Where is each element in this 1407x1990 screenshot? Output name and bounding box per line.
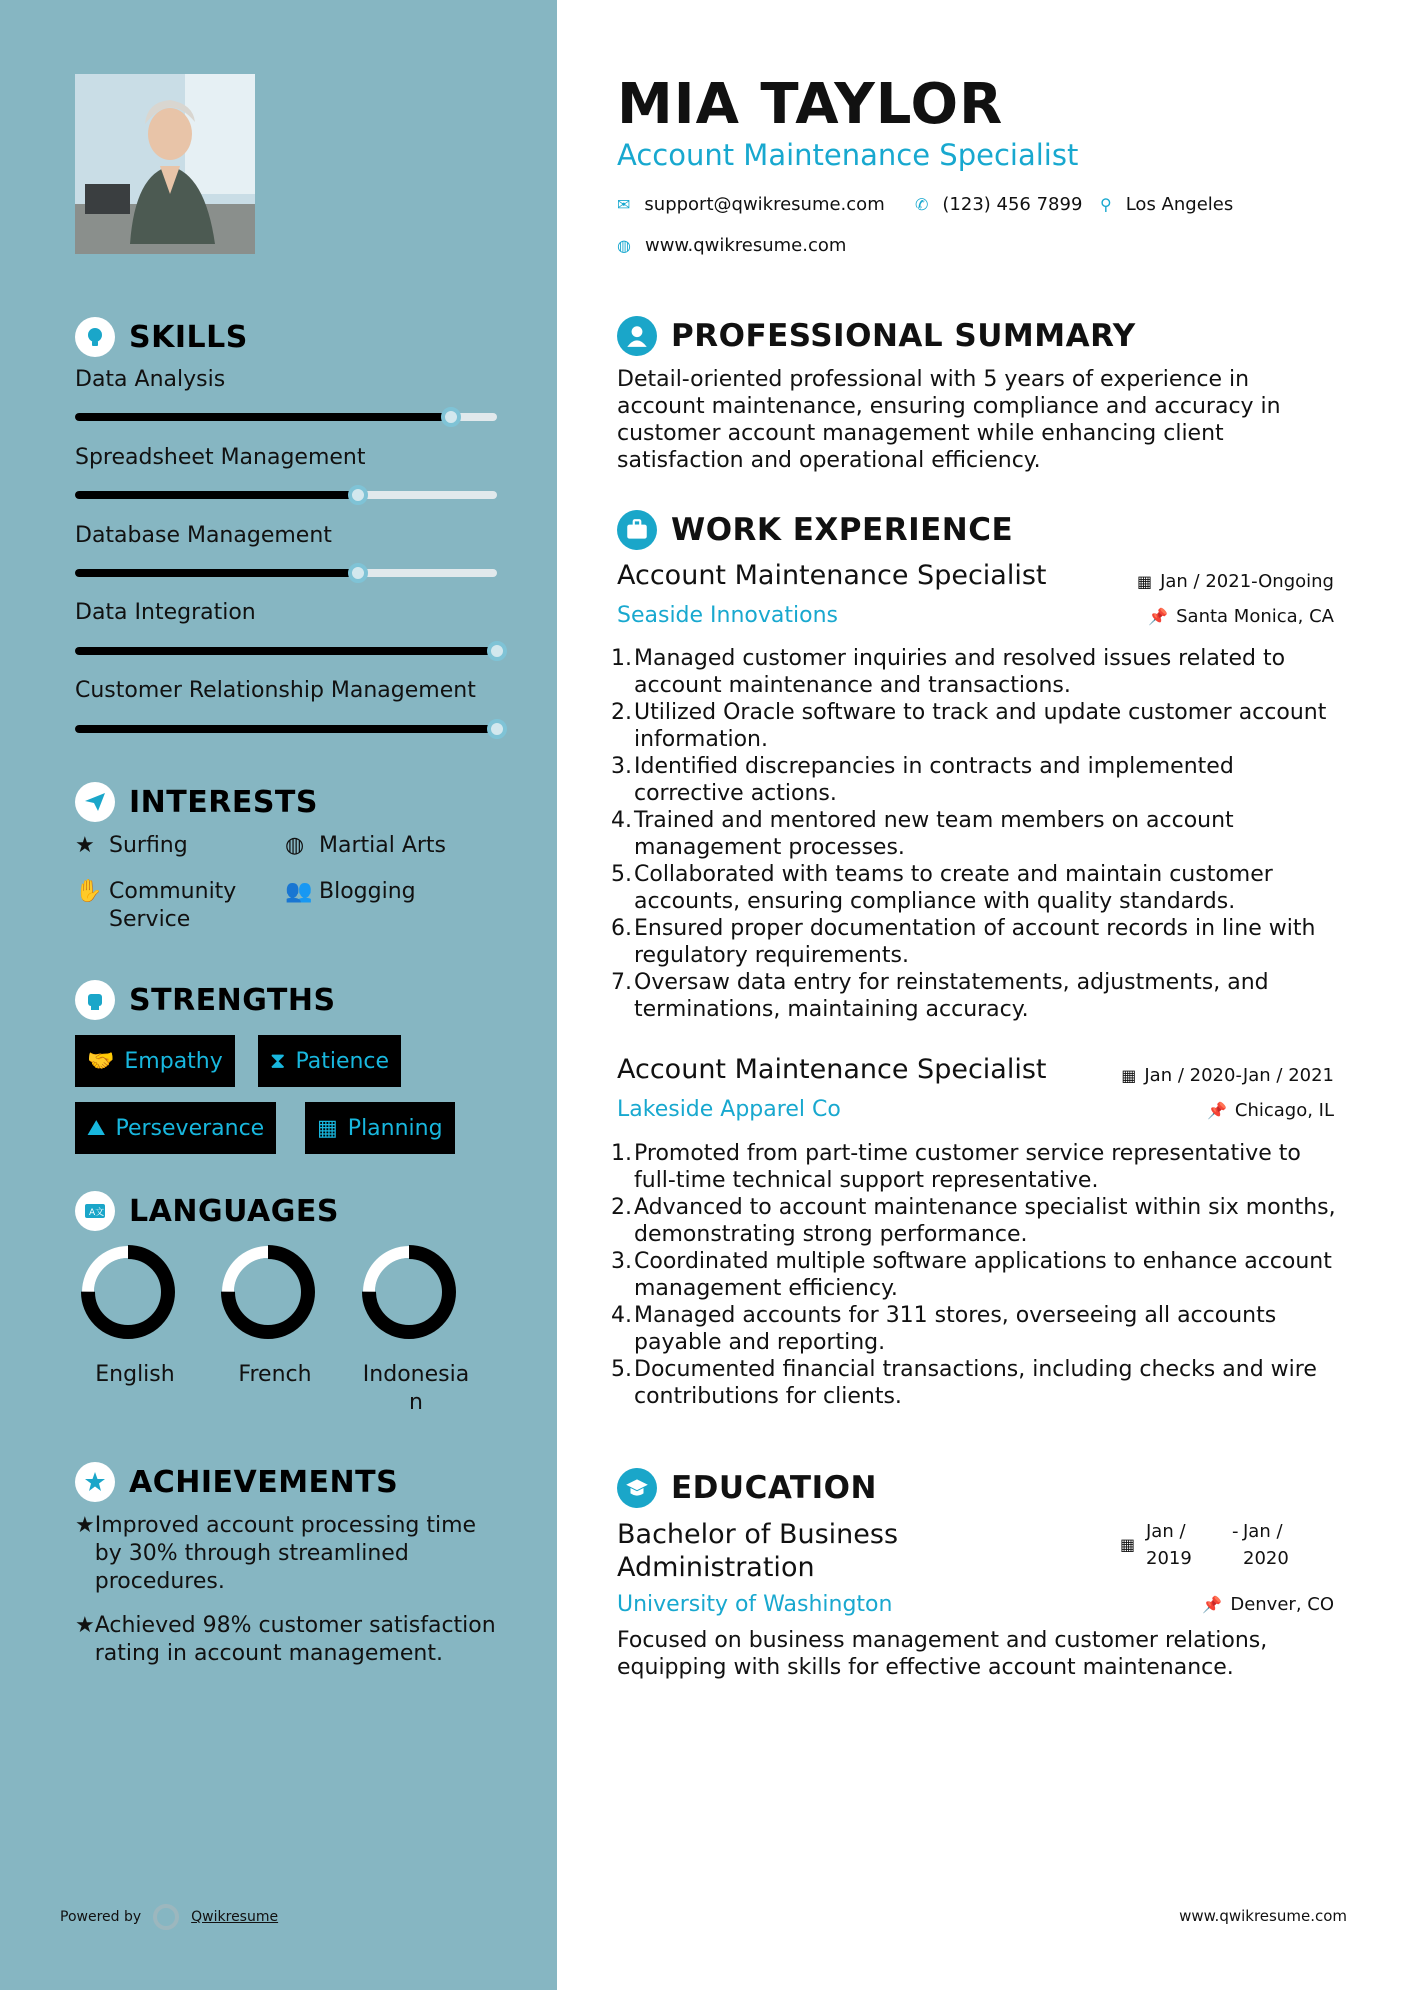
- pin-icon: 📌: [1202, 1595, 1223, 1614]
- job-location-text: Santa Monica, CA: [1176, 606, 1334, 627]
- hand-icon: ✋: [75, 879, 103, 904]
- phone-text: (123) 456 7899: [942, 194, 1083, 215]
- powered-by-label: Powered by: [60, 1909, 142, 1925]
- skill-bar: [75, 491, 497, 499]
- experience-heading: [617, 510, 1013, 550]
- language-ring-inner: [95, 1259, 161, 1325]
- star-icon: ★: [75, 833, 95, 858]
- language-ring-inner: [376, 1259, 442, 1325]
- interest-item: [75, 878, 255, 934]
- summary-title: PROFESSIONAL SUMMARY: [671, 318, 1136, 354]
- achievements-heading: [75, 1462, 398, 1502]
- sidebar: [0, 0, 557, 1990]
- experience-title: WORK EXPERIENCE: [671, 512, 1014, 548]
- achievement-item: [75, 1512, 505, 1596]
- skill-bar: [75, 725, 497, 733]
- job-bullet: 2. Advanced to account maintenance specialist within six months, demonstrating strong performance.: [611, 1195, 1336, 1247]
- briefcase-icon: [617, 510, 657, 550]
- phone-icon: ✆: [915, 195, 929, 214]
- job-bullet: 1. Promoted from part-time customer service representative to full-time technical support representative.: [611, 1141, 1301, 1193]
- job-bullet: 7. Oversaw data entry for reinstatements, adjustments, and terminations, maintaining accuracy.: [611, 970, 1269, 1022]
- job-title: Account Maintenance Specialist: [617, 1054, 1047, 1085]
- achievement-item: [75, 1612, 505, 1668]
- globe-icon: ◍: [617, 236, 631, 255]
- job-title: Account Maintenance Specialist: [617, 560, 1047, 591]
- language-rings: [0, 1238, 557, 1358]
- education-text: Focused on business management and customer relations, equipping with skills for effective account maintenance.: [617, 1628, 1268, 1680]
- job-bullet: 6. Ensured proper documentation of account records in line with regulatory requirements.: [611, 916, 1316, 968]
- road-icon: ⛰: [87, 1115, 106, 1141]
- lightbulb-icon: [75, 317, 115, 357]
- job-bullet: 4. Trained and mentored new team members on account management processes.: [611, 808, 1234, 860]
- summary-heading: [617, 316, 1136, 356]
- language-label: French: [238, 1362, 312, 1387]
- strengths-title: STRENGTHS: [129, 982, 336, 1018]
- skills-title: SKILLS: [129, 319, 248, 355]
- job-location-text: Chicago, IL: [1234, 1100, 1334, 1121]
- education-location: [1202, 1594, 1334, 1615]
- job-bullet: 5. Documented financial transactions, including checks and wire contributions for clients.: [611, 1357, 1317, 1409]
- pin-icon: 📌: [1206, 1101, 1227, 1120]
- date-separator: -: [1232, 1521, 1239, 1542]
- strengths-heading: [75, 980, 336, 1020]
- school-name: University of Washington: [617, 1592, 893, 1617]
- job-bullets: [611, 645, 1346, 1023]
- education-end: Jan / 2020: [1243, 1521, 1289, 1569]
- svg-text:A文: A文: [89, 1208, 105, 1218]
- interests-title: INTERESTS: [129, 784, 318, 820]
- contact-email[interactable]: [617, 194, 885, 215]
- interest-label: Surfing: [109, 833, 188, 858]
- footer-url[interactable]: www.qwikresume.com: [1179, 1907, 1347, 1925]
- languages-title: LANGUAGES: [129, 1193, 339, 1229]
- fist-icon: [75, 980, 115, 1020]
- skill-label: Data Analysis: [75, 367, 226, 392]
- profile-photo: [75, 74, 255, 254]
- achievements-title: ACHIEVEMENTS: [129, 1464, 399, 1500]
- job-dates-text: Jan / 2021-Ongoing: [1160, 571, 1334, 592]
- strength-label: Patience: [295, 1048, 390, 1074]
- interest-label: Blogging: [319, 879, 416, 904]
- star-badge-icon: [75, 1462, 115, 1502]
- interest-item: [285, 878, 416, 906]
- job-bullet: 3. Coordinated multiple software applications to enhance account management efficiency.: [611, 1249, 1332, 1301]
- globe-icon: ◍: [285, 833, 305, 858]
- education-location-text: Denver, CO: [1230, 1594, 1334, 1615]
- graduation-cap-icon: [617, 1468, 657, 1508]
- job-bullet: 2. Utilized Oracle software to track and update customer account information.: [611, 700, 1327, 752]
- job-bullet: 3. Identified discrepancies in contracts and implemented corrective actions.: [611, 754, 1234, 806]
- skill-bar: [75, 413, 497, 421]
- qwikresume-link[interactable]: Qwikresume: [191, 1909, 279, 1925]
- qwikresume-logo-icon: [153, 1904, 179, 1930]
- interest-label: Community Service: [109, 879, 237, 932]
- skill-label: Data Integration: [75, 600, 256, 625]
- job-dates: [1121, 1065, 1334, 1086]
- education-heading: [617, 1468, 877, 1508]
- envelope-icon: ✉: [617, 195, 631, 214]
- language-label: Indonesia n: [362, 1362, 470, 1415]
- summary-text: Detail-oriented professional with 5 years of experience in account maintenance, ensuring compliance and accuracy in customer account management while enhancing client satisfaction and operational efficiency.: [617, 367, 1281, 473]
- user-icon: [617, 316, 657, 356]
- job-bullet: 1. Managed customer inquiries and resolved issues related to account maintenance and transactions.: [611, 646, 1286, 698]
- job-location: [1148, 606, 1334, 627]
- company-name: Lakeside Apparel Co: [617, 1097, 841, 1122]
- interest-label: Martial Arts: [319, 833, 447, 858]
- strength-label: Perseverance: [115, 1115, 265, 1141]
- calendar-icon: ▦: [1120, 1535, 1136, 1554]
- skill-bar: [75, 569, 497, 577]
- skills-heading: [75, 317, 248, 357]
- job-location: [1207, 1100, 1334, 1121]
- company-name: Seaside Innovations: [617, 603, 838, 628]
- interests-heading: [75, 782, 318, 822]
- strength-tag: [258, 1035, 401, 1087]
- strength-tag: [75, 1102, 276, 1154]
- language-label: English: [95, 1362, 175, 1387]
- achievement-text: Achieved 98% customer satisfaction rating in account management.: [94, 1613, 496, 1666]
- education-title: EDUCATION: [671, 1470, 877, 1506]
- candidate-role: Account Maintenance Specialist: [617, 138, 1079, 172]
- calendar-icon: ▦: [1121, 1066, 1137, 1085]
- paper-plane-icon: [75, 782, 115, 822]
- strength-tag: [75, 1035, 235, 1087]
- languages-heading: [75, 1191, 339, 1231]
- skill-label: Spreadsheet Management: [75, 445, 366, 470]
- candidate-name: MIA TAYLOR: [617, 72, 1004, 137]
- website-text: www.qwikresume.com: [644, 235, 847, 256]
- skill-label: Database Management: [75, 523, 332, 548]
- strength-label: Planning: [347, 1115, 443, 1141]
- achievement-text: Improved account processing time by 30% through streamlined procedures.: [94, 1513, 477, 1594]
- contact-website[interactable]: [617, 235, 846, 256]
- location-text: Los Angeles: [1125, 194, 1234, 215]
- skill-bar: [75, 647, 497, 655]
- calendar-icon: ▦: [1136, 572, 1153, 591]
- strength-tag: [305, 1102, 455, 1154]
- strength-label: Empathy: [124, 1048, 223, 1074]
- job-bullet: 4. Managed accounts for 311 stores, overseeing all accounts payable and reporting.: [611, 1303, 1277, 1355]
- contact-phone: [915, 194, 1082, 215]
- pin-icon: 📌: [1148, 607, 1169, 626]
- hourglass-icon: ⧗: [270, 1048, 286, 1074]
- job-dates-text: Jan / 2020-Jan / 2021: [1144, 1065, 1334, 1086]
- interest-item: [285, 832, 446, 860]
- users-icon: 👥: [285, 879, 313, 904]
- powered-by: [60, 1904, 278, 1930]
- calendar-icon: ▦: [317, 1115, 338, 1141]
- education-start: Jan / 2019: [1146, 1521, 1192, 1569]
- contact-location: [1100, 194, 1233, 215]
- job-dates: [1137, 571, 1334, 592]
- star-icon: ★: [75, 1613, 95, 1638]
- language-ring-inner: [235, 1259, 301, 1325]
- job-bullets: [611, 1140, 1346, 1410]
- skill-label: Customer Relationship Management: [75, 678, 476, 703]
- interest-item: [75, 832, 188, 860]
- handshake-icon: 🤝: [87, 1048, 115, 1074]
- degree-title: Bachelor of Business Administration: [617, 1519, 899, 1583]
- map-pin-icon: ⚲: [1100, 195, 1112, 214]
- email-text: support@qwikresume.com: [644, 194, 885, 215]
- star-icon: ★: [75, 1513, 95, 1538]
- job-bullet: 5. Collaborated with teams to create and maintain customer accounts, ensuring compliance with quality standards.: [611, 862, 1273, 914]
- language-icon: [75, 1191, 115, 1231]
